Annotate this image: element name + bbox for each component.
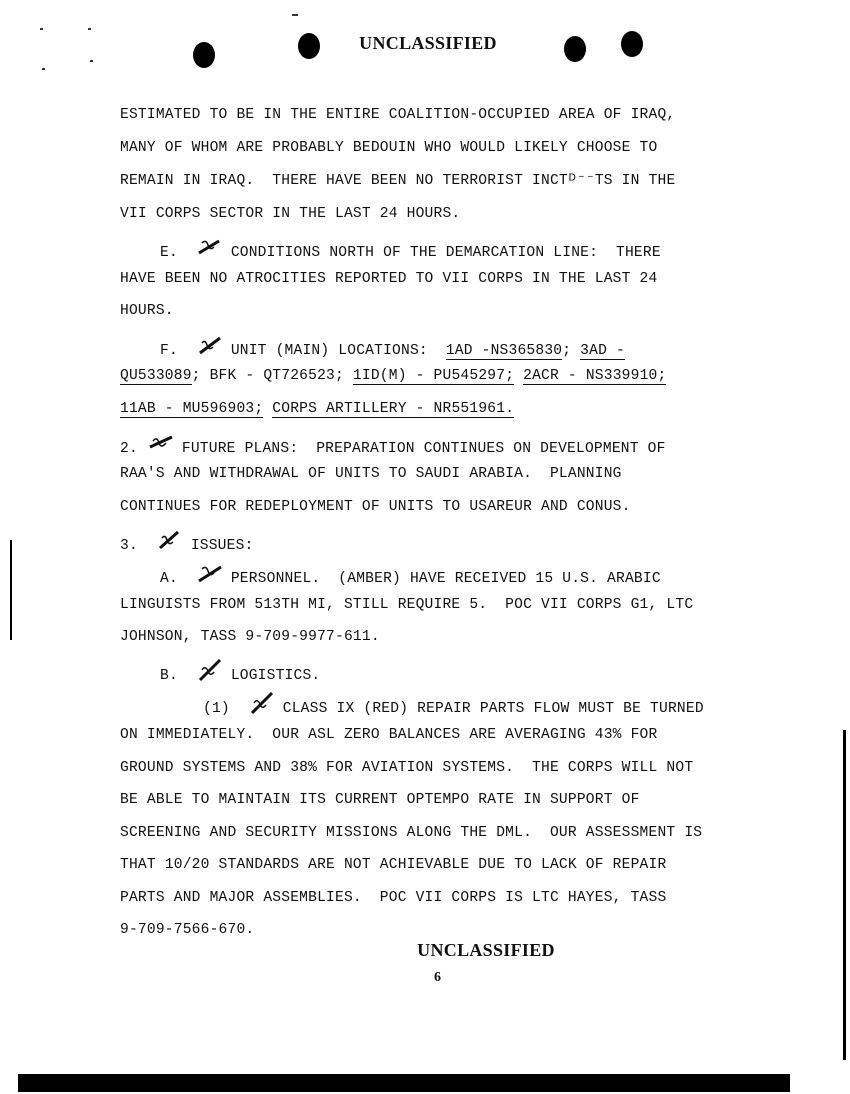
- classification-strike-mark: [196, 563, 222, 581]
- text-line: ESTIMATED TO BE IN THE ENTIRE COALITION-OCCUPIED AREA OF IRAQ,: [120, 107, 676, 123]
- classification-strike-mark: [248, 693, 274, 711]
- classification-strike-mark: [147, 433, 173, 451]
- classification-header: UNCLASSIFIED: [359, 33, 497, 53]
- text-line: PARTS AND MAJOR ASSEMBLIES. POC VII CORPS IS LTC HAYES, TASS: [120, 890, 667, 906]
- paragraph-text: LOGISTICS.: [230, 668, 321, 684]
- paragraph-f: [160, 335, 625, 360]
- page-number: 6: [434, 970, 441, 985]
- unit-location: 3AD -: [580, 343, 625, 359]
- scan-speck: [40, 28, 43, 30]
- classification-footer: UNCLASSIFIED: [417, 940, 555, 960]
- text-line: RAA'S AND WITHDRAWAL OF UNITS TO SAUDI ARABIA. PLANNING: [120, 466, 622, 482]
- unit-location: 11AB - MU596903;: [120, 401, 264, 417]
- unit-location: QU533089: [120, 368, 192, 384]
- text-line: HAVE BEEN NO ATROCITIES REPORTED TO VII CORPS IN THE LAST 24: [120, 271, 658, 287]
- separator: ;: [562, 343, 581, 359]
- paragraph-label: 3.: [120, 538, 138, 554]
- text-line: 9-709-7566-670.: [120, 922, 255, 938]
- paragraph-3b1: [203, 693, 704, 718]
- classification-strike-mark: [196, 237, 222, 255]
- text-line: REMAIN IN IRAQ. THERE HAVE BEEN NO TERRORIST INCTᴰ⁻⁻TS IN THE: [120, 173, 676, 189]
- paragraph-label: A.: [160, 571, 178, 587]
- paragraph-text: UNIT (MAIN) LOCATIONS:: [230, 343, 446, 359]
- text-line: JOHNSON, TASS 9-709-9977-611.: [120, 629, 380, 645]
- paragraph-text: PERSONNEL. (AMBER) HAVE RECEIVED 15 U.S. ARABIC: [230, 571, 661, 587]
- scan-speck: [292, 14, 298, 16]
- text-line: BE ABLE TO MAINTAIN ITS CURRENT OPTEMPO RATE IN SUPPORT OF: [120, 792, 640, 808]
- scan-edge-mark: [843, 730, 846, 1060]
- paragraph-f-cont: [120, 400, 514, 418]
- scan-speck: [42, 68, 45, 70]
- paragraph-f-cont: [120, 367, 666, 385]
- unit-location: 2ACR - NS339910;: [523, 368, 667, 384]
- text-line: GROUND SYSTEMS AND 38% FOR AVIATION SYSTEMS. THE CORPS WILL NOT: [120, 760, 694, 776]
- unit-location: 1ID(M) - PU545297;: [352, 368, 515, 384]
- paragraph-3b: [160, 660, 320, 685]
- classification-strike-mark: [156, 530, 182, 548]
- scan-edge-mark: [10, 540, 12, 640]
- paragraph-2: [120, 433, 666, 458]
- paragraph-label: F.: [160, 343, 178, 359]
- paragraph-text: FUTURE PLANS: PREPARATION CONTINUES ON DEVELOPMENT OF: [181, 441, 666, 457]
- separator: [514, 368, 523, 384]
- paragraph-3a: [160, 563, 661, 588]
- paragraph-text: CONDITIONS NORTH OF THE DEMARCATION LINE: THERE: [230, 245, 661, 261]
- paragraph-text: CLASS IX (RED) REPAIR PARTS FLOW MUST BE TURNED: [282, 701, 704, 717]
- paragraph-text: ISSUES:: [190, 538, 254, 554]
- unit-location: CORPS ARTILLERY - NR551961.: [272, 401, 515, 417]
- text-line: MANY OF WHOM ARE PROBABLY BEDOUIN WHO WOULD LIKELY CHOOSE TO: [120, 140, 658, 156]
- text-line: CONTINUES FOR REDEPLOYMENT OF UNITS TO USAREUR AND CONUS.: [120, 499, 631, 515]
- scan-speck: [88, 28, 91, 30]
- classification-strike-mark: [196, 660, 222, 678]
- paragraph-label: E.: [160, 245, 178, 261]
- paragraph-3: [120, 530, 254, 555]
- unit-location: 1AD -NS365830: [445, 343, 563, 359]
- paragraph-label: 2.: [120, 441, 138, 457]
- scan-bottom-bar: [18, 1074, 790, 1092]
- separator: [263, 401, 272, 417]
- paragraph-e: [160, 237, 661, 262]
- scan-speck: [90, 60, 93, 62]
- text-line: ON IMMEDIATELY. OUR ASL ZERO BALANCES ARE AVERAGING 43% FOR: [120, 727, 658, 743]
- text-line: VII CORPS SECTOR IN THE LAST 24 HOURS.: [120, 206, 461, 222]
- text-line: SCREENING AND SECURITY MISSIONS ALONG THE DML. OUR ASSESSMENT IS: [120, 825, 703, 841]
- classification-strike-mark: [196, 335, 222, 353]
- paragraph-label: B.: [160, 668, 178, 684]
- text-line: HOURS.: [120, 303, 174, 319]
- separator: ; BFK - QT726523;: [191, 368, 353, 384]
- text-line: LINGUISTS FROM 513TH MI, STILL REQUIRE 5. POC VII CORPS G1, LTC: [120, 597, 694, 613]
- text-line: THAT 10/20 STANDARDS ARE NOT ACHIEVABLE DUE TO LACK OF REPAIR: [120, 857, 667, 873]
- paragraph-label: (1): [203, 701, 230, 717]
